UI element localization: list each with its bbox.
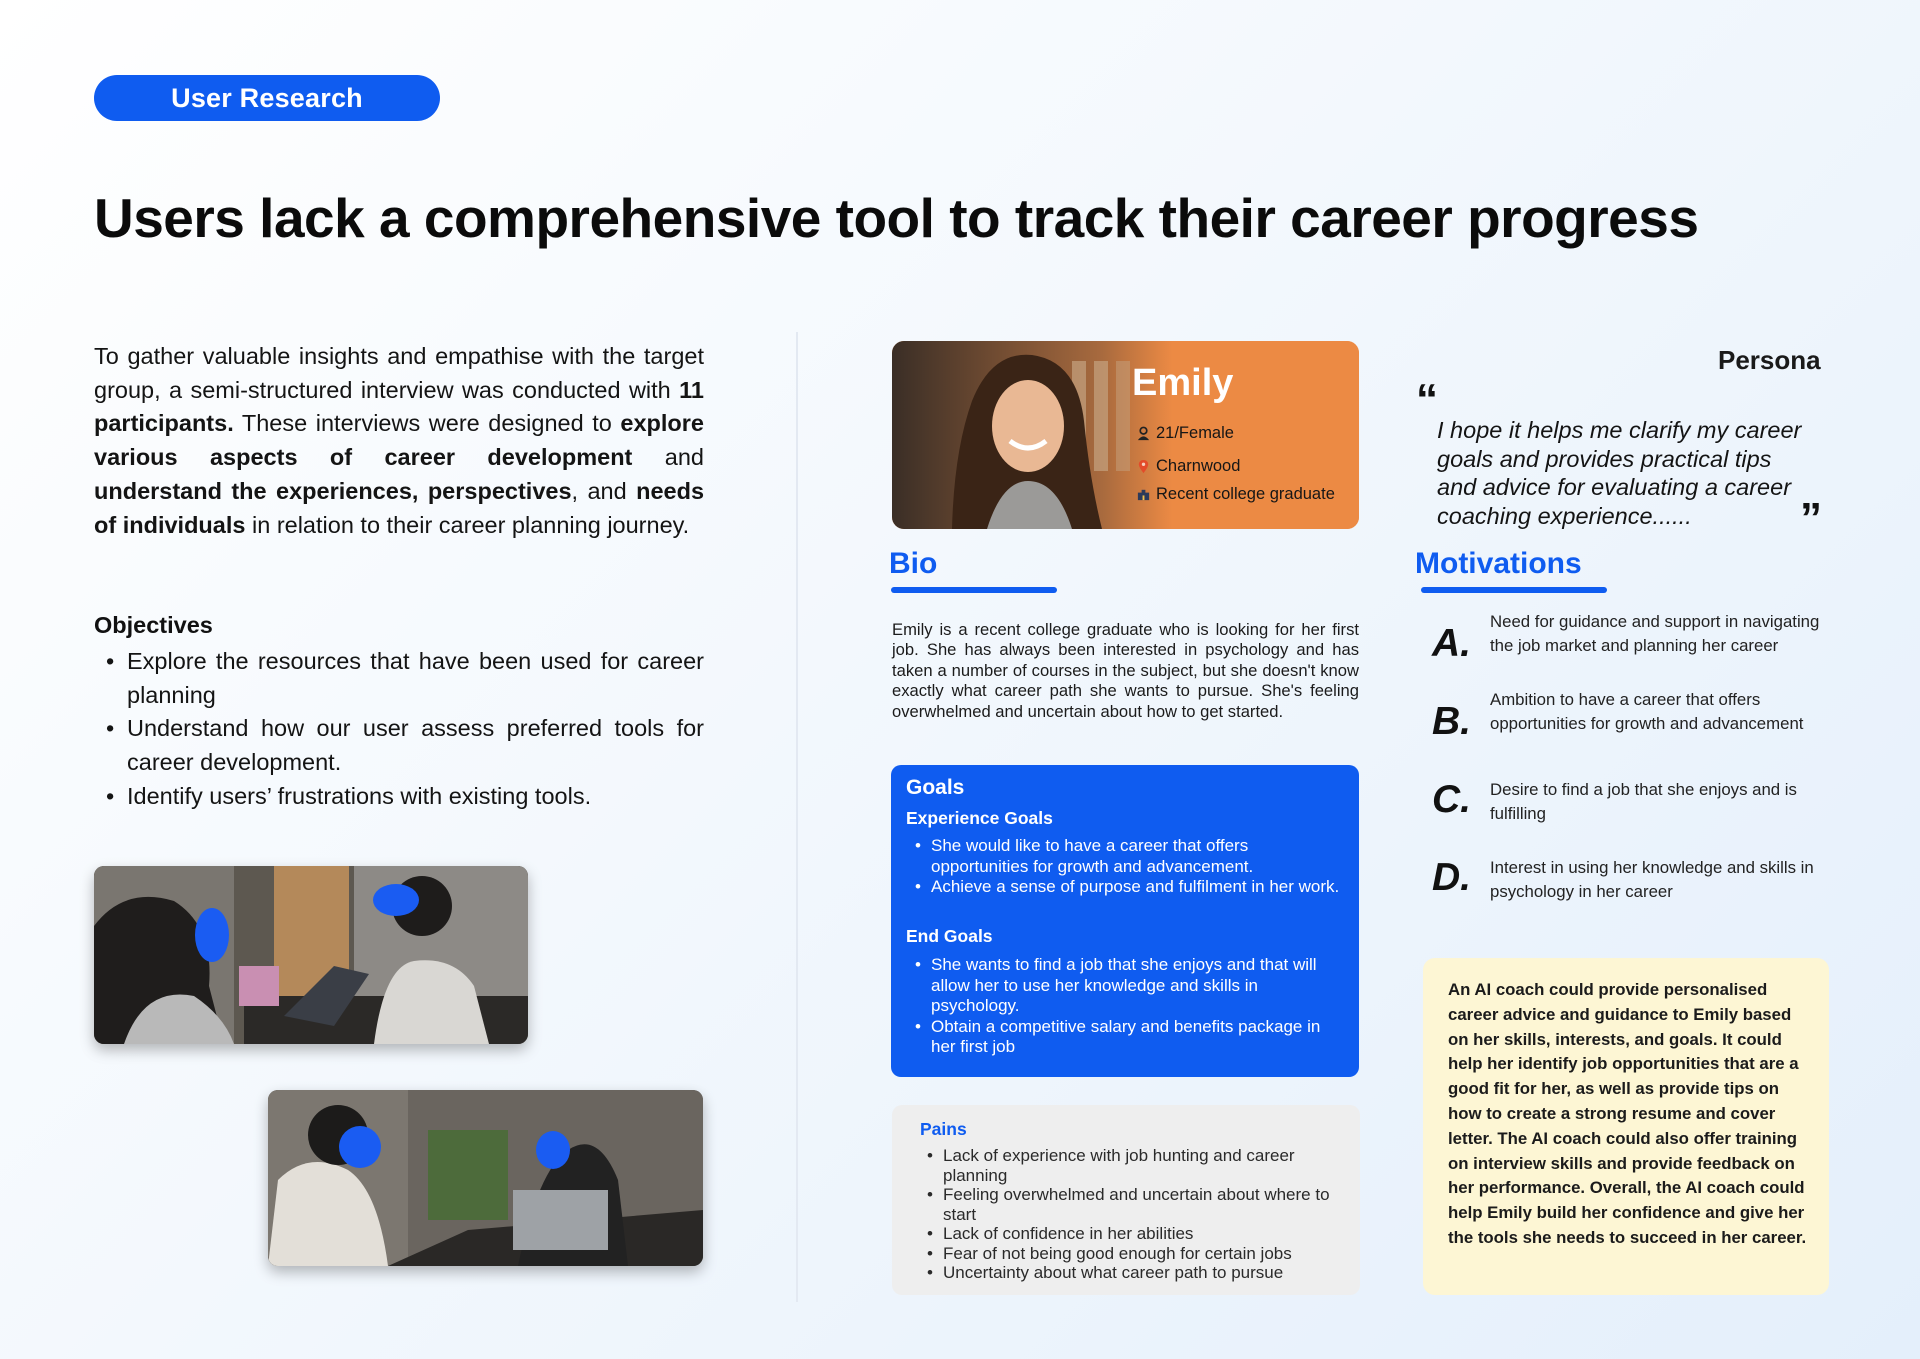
persona-name: Emily: [1132, 362, 1234, 404]
bio-text: Emily is a recent college graduate who is looking for her first job. She has always been interested in psychology and has taken a number of courses in the subject, but she doesn't know exactly what career path she wants to pursue. She's feeling overwhelmed and uncertain about how to get started.: [892, 620, 1359, 721]
person-icon: [1136, 426, 1151, 441]
motivation-letter: B.: [1432, 700, 1471, 743]
bio-underline: [891, 587, 1057, 593]
location-pin-icon: [1136, 459, 1151, 474]
objective-item: • Understand how our user assess preferred tools for career development.: [94, 712, 704, 779]
motivation-text: Ambition to have a career that offers opportunities for growth and advancement: [1490, 690, 1804, 733]
objective-item: • Identify users’ frustrations with existing tools.: [94, 780, 704, 814]
goal-item: • She would like to have a career that offers opportunities for growth and advancement.: [906, 836, 1342, 877]
intro-paragraph: To gather valuable insights and empathise with the target group, a semi-structured interview was conducted with 11 participants. These interviews were designed to explore various aspects of career development and understand the experiences, perspectives, and needs of individuals in relation to their career planning journey.: [94, 343, 705, 538]
graduation-icon: [1136, 487, 1151, 502]
pain-item: • Feeling overwhelmed and uncertain about where to start: [920, 1185, 1345, 1224]
objective-item: • Explore the resources that have been used for career planning: [94, 645, 704, 712]
section-tag: User Research: [94, 75, 440, 121]
persona-label: Persona: [1718, 345, 1821, 375]
persona-age-gender: 21/Female: [1136, 424, 1234, 443]
end-goals-heading: End Goals: [906, 926, 993, 946]
goal-item: • She wants to find a job that she enjoys and that will allow her to use her knowledge and skills in psychology.: [906, 955, 1342, 1017]
pains-heading: Pains: [920, 1119, 967, 1139]
motivation-letter: A.: [1432, 622, 1471, 665]
pains-list: [920, 1146, 1345, 1283]
persona-status: Recent college graduate: [1136, 485, 1335, 504]
pain-item: • Uncertainty about what career path to pursue: [920, 1263, 1345, 1283]
motivations-heading: Motivations: [1415, 547, 1582, 580]
motivation-letter: D.: [1432, 856, 1471, 899]
bio-heading: Bio: [889, 547, 938, 580]
motivation-text: Need for guidance and support in navigating the job market and planning her career: [1490, 612, 1820, 655]
end-goals-list: [906, 955, 1342, 1058]
quote-open-icon: “: [1416, 375, 1438, 424]
experience-goals-list: [906, 836, 1342, 898]
page-title: Users lack a comprehensive tool to track their career progress: [94, 187, 1699, 249]
column-divider: [796, 332, 798, 1302]
objectives-list: [94, 645, 704, 814]
goals-heading: Goals: [906, 776, 965, 799]
pain-item: • Lack of experience with job hunting and career planning: [920, 1146, 1345, 1185]
motivation-text: Desire to find a job that she enjoys and is fulfilling: [1490, 780, 1797, 823]
goal-item: • Obtain a competitive salary and benefits package in her first job: [906, 1017, 1342, 1058]
experience-goals-heading: Experience Goals: [906, 808, 1053, 828]
persona-quote: I hope it helps me clarify my career goals and provides practical tips and advice for evaluating a career coaching experience......: [1437, 417, 1802, 529]
persona-location: Charnwood: [1136, 457, 1240, 476]
ai-coach-note: An AI coach could provide personalised career advice and guidance to Emily based on her skills, interests, and goals. It could help her identify job opportunities that are a good fit for her, as well as provide tips on how to create a strong resume and cover letter. The AI coach could also offer training on interview skills and provide feedback on her performance. Overall, the AI coach could help Emily build her confidence and give her the tools she needs to succeed in her career.: [1448, 980, 1807, 1247]
motivation-letter: C.: [1432, 778, 1471, 821]
pain-item: • Lack of confidence in her abilities: [920, 1224, 1345, 1244]
interview-photo-1: [94, 866, 528, 1044]
objectives-heading: Objectives: [94, 612, 213, 638]
goal-item: • Achieve a sense of purpose and fulfilment in her work.: [906, 877, 1342, 898]
motivation-text: Interest in using her knowledge and skills in psychology in her career: [1490, 858, 1814, 901]
quote-close-icon: ”: [1800, 494, 1822, 543]
pain-item: • Fear of not being good enough for certain jobs: [920, 1244, 1345, 1264]
interview-photo-2: [268, 1090, 703, 1266]
motivations-underline: [1421, 587, 1607, 593]
